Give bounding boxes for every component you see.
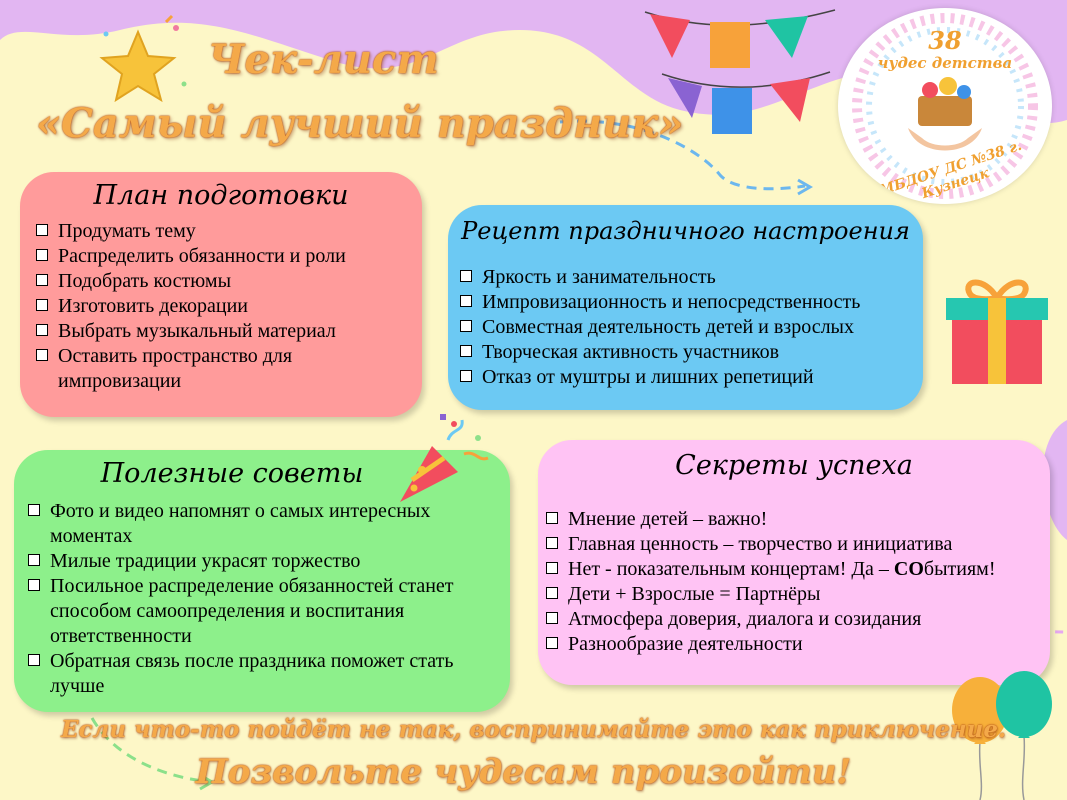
checkbox-icon <box>546 537 558 549</box>
checkbox-icon <box>460 295 472 307</box>
list-item: Распределить обязанности и роли <box>34 244 409 269</box>
title-line-1: Чек-лист <box>208 36 439 83</box>
logo-top-text: чудес детства <box>877 54 1013 72</box>
list-item: Милые традиции украсят торжество <box>26 549 500 574</box>
logo-number: 38 <box>928 26 962 55</box>
checkbox-icon <box>28 579 40 591</box>
list-item: Совместная деятельность детей и взрослых <box>458 315 923 340</box>
secrets-heading: Секреты успеха <box>675 450 913 481</box>
party-popper-icon <box>392 410 492 510</box>
checkbox-icon <box>36 349 48 361</box>
list-item: Дети + Взрослые = Партнёры <box>544 582 1050 607</box>
list-item: Отказ от муштры и лишних репетиций <box>458 365 923 390</box>
tips-heading: Полезные советы <box>100 458 364 489</box>
footer-line-1: Если что-то пойдёт не так, воспринимайте это как приключение. <box>60 716 1007 743</box>
list-item: Нет - показательным концертам! Да – СОбытиям! <box>544 557 1050 582</box>
checkbox-icon <box>546 612 558 624</box>
checkbox-icon <box>460 345 472 357</box>
plan-list <box>34 219 409 394</box>
gift-icon <box>944 272 1050 386</box>
checkbox-icon <box>28 654 40 666</box>
recipe-heading: Рецепт праздничного настроения <box>461 217 910 245</box>
checkbox-icon <box>28 554 40 566</box>
list-item: Атмосфера доверия, диалога и созидания <box>544 607 1050 632</box>
list-item: Обратная связь после праздника поможет стать лучше <box>26 649 500 699</box>
secrets-list <box>544 507 1050 657</box>
plan-card <box>20 172 422 417</box>
checkbox-icon <box>546 637 558 649</box>
list-item: Разнообразие деятельности <box>544 632 1050 657</box>
logo-bottom-text: МБДОУ ДС №38 г. Кузнецк <box>877 137 1024 203</box>
checkbox-icon <box>460 270 472 282</box>
title-line-2: «Самый лучший праздник» <box>36 100 684 147</box>
checkbox-icon <box>36 299 48 311</box>
checkbox-icon <box>546 512 558 524</box>
plan-heading: План подготовки <box>93 180 349 211</box>
checkbox-icon <box>36 324 48 336</box>
recipe-card <box>448 205 923 410</box>
footer-line-2: Позвольте чудесам произойти! <box>195 752 852 792</box>
list-item: Творческая активность участников <box>458 340 923 365</box>
checkbox-icon <box>28 504 40 516</box>
list-item: Оставить пространство для импровизации <box>34 344 348 394</box>
checkbox-icon <box>546 587 558 599</box>
recipe-list <box>458 265 923 390</box>
secrets-card <box>538 440 1050 685</box>
checkbox-icon <box>460 320 472 332</box>
list-item: Главная ценность – творчество и инициатива <box>544 532 1050 557</box>
list-item: Яркость и занимательность <box>458 265 923 290</box>
list-item: Посильное распределение обязанностей станет способом самоопределения и воспитания ответственности <box>26 574 500 649</box>
list-item: Подобрать костюмы <box>34 269 409 294</box>
list-item: Импровизационность и непосредственность <box>458 290 923 315</box>
kindergarten-logo <box>838 8 1052 204</box>
checkbox-icon <box>36 249 48 261</box>
checkbox-icon <box>36 224 48 236</box>
list-item: Мнение детей – важно! <box>544 507 1050 532</box>
checkbox-icon <box>546 562 558 574</box>
list-item: Продумать тему <box>34 219 409 244</box>
checkbox-icon <box>460 370 472 382</box>
checkbox-icon <box>36 274 48 286</box>
list-item: Изготовить декорации <box>34 294 409 319</box>
list-item: Фото и видео напомнят о самых интересных моментах <box>26 499 500 549</box>
tips-list <box>26 499 500 699</box>
star-icon <box>96 14 192 114</box>
list-item: Выбрать музыкальный материал <box>34 319 409 344</box>
